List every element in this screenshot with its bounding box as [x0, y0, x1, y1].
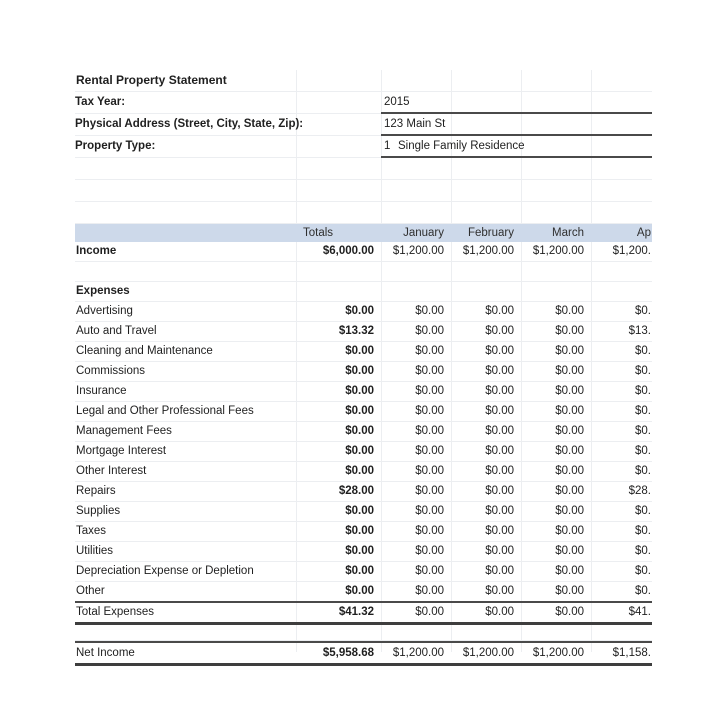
expenses-heading-row: [75, 282, 652, 302]
expense-april-clipped: $0.: [635, 385, 651, 397]
expense-january: $0.00: [415, 305, 444, 317]
expense-label: Other Interest: [76, 465, 147, 477]
expense-march: $0.00: [555, 385, 584, 397]
expense-january: $0.00: [415, 505, 444, 517]
expense-label: Other: [76, 585, 105, 597]
income-row: [75, 242, 652, 262]
expense-april-clipped: $0.: [635, 345, 651, 357]
expense-april-clipped: $0.: [635, 585, 651, 597]
expense-label: Repairs: [76, 485, 116, 497]
expense-march: $0.00: [555, 345, 584, 357]
expense-january: $0.00: [415, 445, 444, 457]
expense-march: $0.00: [555, 565, 584, 577]
expense-totals: $13.32: [338, 325, 374, 337]
title-row: [75, 70, 652, 92]
total-expenses-label: Total Expenses: [76, 606, 154, 618]
expense-totals: $0.00: [345, 445, 374, 457]
expense-label: Commissions: [76, 365, 146, 377]
income-february: $1,200.00: [462, 245, 514, 257]
expense-rows: [75, 302, 652, 603]
expense-april-clipped: $0.: [635, 545, 651, 557]
expense-february: $0.00: [485, 565, 514, 577]
net-income-january: $1,200.00: [392, 647, 444, 659]
expense-totals: $0.00: [345, 345, 374, 357]
expense-january: $0.00: [415, 365, 444, 377]
expense-april-clipped: $0.: [635, 565, 651, 577]
total-expenses-row: [75, 603, 652, 625]
expense-january: $0.00: [415, 465, 444, 477]
income-january: $1,200.00: [392, 245, 444, 257]
property-type-value[interactable]: [381, 136, 652, 158]
expense-april-clipped: $13.: [628, 325, 651, 337]
expense-february: $0.00: [485, 505, 514, 517]
header-totals: Totals: [303, 227, 334, 239]
expense-february: $0.00: [485, 485, 514, 497]
expense-february: $0.00: [485, 405, 514, 417]
header-january: January: [403, 227, 444, 239]
expense-january: $0.00: [415, 385, 444, 397]
expense-row: [75, 362, 652, 382]
property-type-text: Single Family Residence: [398, 140, 525, 152]
net-income-march: $1,200.00: [532, 647, 584, 659]
property-type-label: Property Type:: [75, 140, 156, 152]
expense-label: Mortgage Interest: [76, 445, 167, 457]
expense-march: $0.00: [555, 585, 584, 597]
expense-totals: $0.00: [345, 505, 374, 517]
header-april-clipped: Ap: [636, 227, 651, 239]
expense-row: [75, 482, 652, 502]
address-label: Physical Address (Street, City, State, Zip):: [75, 118, 304, 130]
expense-totals: $0.00: [345, 405, 374, 417]
income-april-clipped: $1,200.: [612, 245, 651, 257]
expense-label: Management Fees: [76, 425, 172, 437]
expense-april-clipped: $28.: [628, 485, 651, 497]
expense-row: [75, 442, 652, 462]
empty-row: [75, 158, 652, 180]
expense-label: Advertising: [76, 305, 133, 317]
expense-totals: $0.00: [345, 565, 374, 577]
expense-totals: $0.00: [345, 585, 374, 597]
expense-march: $0.00: [555, 305, 584, 317]
expense-march: $0.00: [555, 425, 584, 437]
expense-march: $0.00: [555, 445, 584, 457]
property-type-code: 1: [384, 140, 391, 152]
expense-february: $0.00: [485, 305, 514, 317]
expense-january: $0.00: [415, 585, 444, 597]
expense-label: Depreciation Expense or Depletion: [76, 565, 254, 577]
expense-january: $0.00: [415, 485, 444, 497]
header-march: March: [552, 227, 584, 239]
field-row-tax-year: [75, 92, 652, 114]
expense-april-clipped: $0.: [635, 505, 651, 517]
header-february: February: [467, 227, 514, 239]
empty-row: [75, 262, 652, 282]
expense-totals: $28.00: [338, 485, 374, 497]
expense-february: $0.00: [485, 345, 514, 357]
expense-january: $0.00: [415, 565, 444, 577]
total-expenses-january: $0.00: [415, 606, 444, 618]
net-income-february: $1,200.00: [462, 647, 514, 659]
expense-february: $0.00: [485, 385, 514, 397]
expense-march: $0.00: [555, 485, 584, 497]
expense-february: $0.00: [485, 325, 514, 337]
total-expenses-totals: $41.32: [338, 606, 374, 618]
expense-march: $0.00: [555, 405, 584, 417]
expense-april-clipped: $0.: [635, 365, 651, 377]
tax-year-value[interactable]: 2015: [381, 92, 652, 114]
expense-row: [75, 302, 652, 322]
expense-march: $0.00: [555, 505, 584, 517]
expense-row: [75, 522, 652, 542]
expense-april-clipped: $0.: [635, 445, 651, 457]
net-income-label: Net Income: [76, 647, 135, 659]
empty-row: [75, 180, 652, 202]
expense-totals: $0.00: [345, 465, 374, 477]
expense-label: Utilities: [76, 545, 114, 557]
net-income-row: [75, 641, 652, 666]
expense-april-clipped: $0.: [635, 425, 651, 437]
expense-february: $0.00: [485, 445, 514, 457]
empty-row: [75, 625, 652, 641]
expense-row: [75, 322, 652, 342]
expense-label: Auto and Travel: [76, 325, 157, 337]
income-march: $1,200.00: [532, 245, 584, 257]
income-totals: $6,000.00: [322, 245, 374, 257]
expense-row: [75, 542, 652, 562]
expense-april-clipped: $0.: [635, 465, 651, 477]
expense-january: $0.00: [415, 545, 444, 557]
expense-february: $0.00: [485, 525, 514, 537]
expense-february: $0.00: [485, 425, 514, 437]
rental-statement-sheet: [75, 70, 652, 659]
expense-february: $0.00: [485, 465, 514, 477]
expense-january: $0.00: [415, 425, 444, 437]
expense-january: $0.00: [415, 325, 444, 337]
expenses-heading: Expenses: [76, 285, 130, 297]
empty-row: [75, 202, 652, 224]
expense-label: Insurance: [76, 385, 127, 397]
expense-totals: $0.00: [345, 525, 374, 537]
expense-totals: $0.00: [345, 305, 374, 317]
total-expenses-april-clipped: $41.: [628, 606, 651, 618]
expense-april-clipped: $0.: [635, 305, 651, 317]
expense-row: [75, 562, 652, 582]
tax-year-label: Tax Year:: [75, 96, 126, 108]
expense-april-clipped: $0.: [635, 525, 651, 537]
expense-february: $0.00: [485, 545, 514, 557]
expense-february: $0.00: [485, 585, 514, 597]
expense-february: $0.00: [485, 365, 514, 377]
net-income-totals: $5,958.68: [322, 647, 374, 659]
expense-row: [75, 422, 652, 442]
expense-january: $0.00: [415, 405, 444, 417]
expense-march: $0.00: [555, 545, 584, 557]
total-expenses-february: $0.00: [485, 606, 514, 618]
expense-label: Taxes: [76, 525, 107, 537]
expense-april-clipped: $0.: [635, 405, 651, 417]
expense-march: $0.00: [555, 325, 584, 337]
address-value[interactable]: 123 Main St: [381, 114, 652, 136]
expense-label: Legal and Other Professional Fees: [76, 405, 254, 417]
expense-totals: $0.00: [345, 425, 374, 437]
expense-row: [75, 382, 652, 402]
expense-totals: $0.00: [345, 365, 374, 377]
field-row-property-type: [75, 136, 652, 158]
field-row-address: [75, 114, 652, 136]
expense-march: $0.00: [555, 465, 584, 477]
expense-row: [75, 402, 652, 422]
expense-row: [75, 342, 652, 362]
expense-row: [75, 502, 652, 522]
expense-march: $0.00: [555, 525, 584, 537]
expense-label: Supplies: [76, 505, 121, 517]
expense-label: Cleaning and Maintenance: [76, 345, 213, 357]
expense-january: $0.00: [415, 525, 444, 537]
page-title: Rental Property Statement: [76, 73, 227, 87]
expense-row: [75, 582, 652, 603]
expense-row: [75, 462, 652, 482]
expense-january: $0.00: [415, 345, 444, 357]
table-header-row: [75, 224, 652, 242]
net-income-april-clipped: $1,158.: [612, 647, 651, 659]
header-blank-cell: [75, 224, 296, 242]
income-label: Income: [76, 245, 117, 257]
expense-totals: $0.00: [345, 385, 374, 397]
total-expenses-march: $0.00: [555, 606, 584, 618]
expense-totals: $0.00: [345, 545, 374, 557]
expense-march: $0.00: [555, 365, 584, 377]
